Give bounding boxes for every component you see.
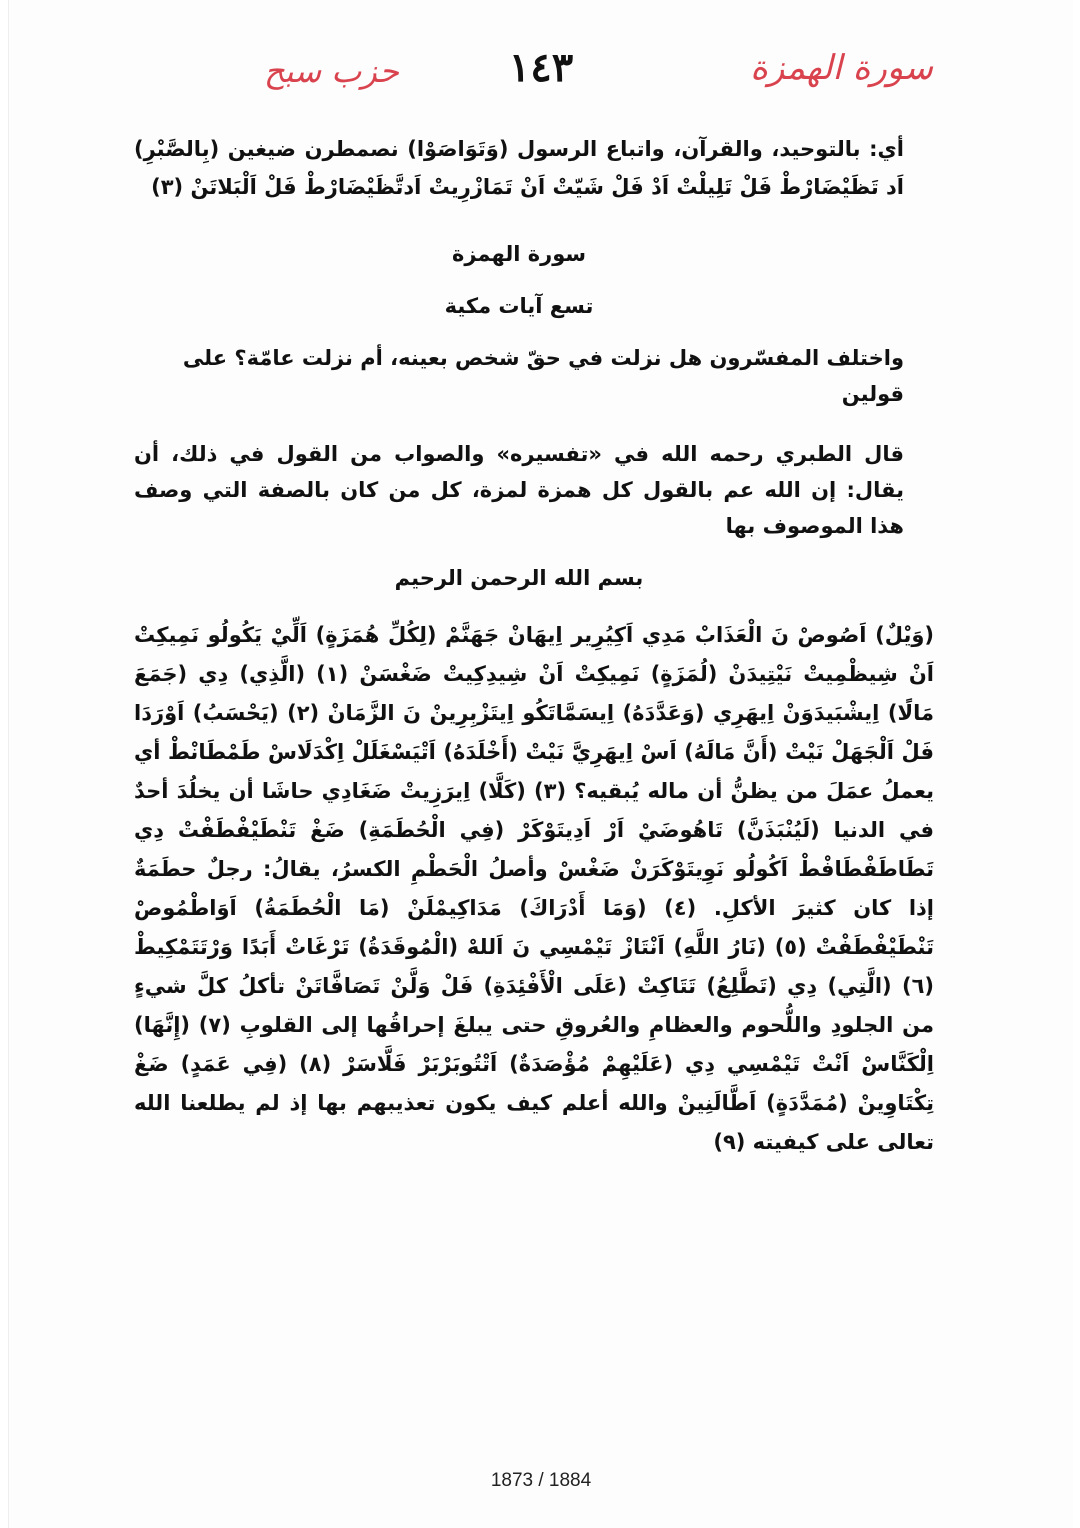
handwritten-surah-note: سورة الهمزة [750, 48, 933, 88]
page-indicator: 1873 / 1884 [490, 1470, 592, 1491]
tabari-paragraph: قال الطبري رحمه الله في «تفسيره» والصواب من القول في ذلك، أن يقال: إن الله عم بالقول كل همزة لمزة، كل من كان بالصفة التي وصف هذا الموصوف بها [134, 442, 904, 538]
page-header [9, 40, 1073, 100]
basmala: بسم الله الرحمن الرحيم [394, 566, 644, 590]
surah-title: سورة الهمزة [451, 242, 587, 266]
difference-paragraph: واختلف المفسّرون هل نزلت في حقّ شخص بعينه، أم نزلت عامّة؟ على قولين [182, 346, 904, 406]
page-number: ١٤٣ [508, 44, 574, 91]
handwritten-hizb-note: حزب سبح [264, 52, 399, 90]
book-page [8, 0, 1073, 1528]
verse-count: تسع آيات مكية [444, 294, 594, 318]
quran-paragraph: (وَيْلٌ) اَصُوصْ نَ الْعَذَابْ مَدِي اَكِيُرِير اِيهَانْ جَهَنَّمْ (لِكُلِّ هُمَزَةٍ) اَلِّيْ يَكُولُو نَمِيكِتْ اَنْ شِيظْمِيتْ نَيْتِيدَنْ (لُمَزَةٍ) نَمِيكِتْ اَنْ شِيدِكِيتْ ضَغْسَنْ (١) (الَّذِي) دِي (جَمَعَ مَالًا) اِيشْبَيدَوَنْ اِيهَرِي (وَعَدَّدَهُ) اِيسَمَّاتَكُو اِيتَزْبِرِينْ نَ الزَّمَانْ (٢) (يَحْسَبُ) اَوْرَدَا فَلْ اَلْجَهَلْ نَيْتْ (أَنَّ مَالَهُ) اَسْ اِيهَرِيَّ نَيْتْ (أَخْلَدَهُ) اَتْيَسْغَلَلْ اِكْدَلَاسْ طَمْطَانْطْ أي يعملُ عمَلَ من يظنُّ أن ماله يُبقيه؟ (٣) (كَلَّا) اِيرَزِيتْ ضَغَادِي حاشَا أن يخلُدَ أحدٌ في الدنيا (لَيُنْبَذَنَّ) تَاهُوضَيْ اَرْ اَدِيتَوْكَرْ (فِي الْحُطَمَةِ) ضَغْ تَنْطَيْفْطَفْتْ دِي تَطَاطَفْطَافْطْ اَكُولُو نَوِيتَوْكَرَنْ ضَغْسْ وأصلُ الْحَطْمِ الكسرُ، يقالُ: رجلٌ حطَمَةٌ إذا كان كثيرَ الأكلِ. (٤) (وَمَا أَدْرَاكَ) مَدَاكِيمْلَنْ (مَا الْحُطَمَةُ) اَوَاطْمُوصْ تَنْطَيْفْطَفْتْ (٥) (نَارُ اللَّهِ) اَنْتَازْ تَيْمْسِي نَ اَللهْ (الْمُوقَدَةُ) تَرْغَاتْ أَبَدًا وَرْتَتَمْكِيطْ (٦) (الَّتِي) دِي (تَطَّلِعُ) تَتَاكِتْ (عَلَى الْأَفْئِدَةِ) فَلْ وَلَّنْ تَصَافَّاتَنْ تأكلُ كلَّ شيءٍ من الجلودِ واللُّحوم والعظامِ والعُروقِ حتى يبلغَ إحراقُها إلى القلوبِ (٧) (إِنَّهَا) اِلْكَنَّاسْ اَنْتْ تَيْمْسِي دِي (عَلَيْهِمْ مُؤْصَدَةٌ) اَتْتُوبَرْبَرْ فَلَّاسَرْ (٨) (فِي عَمَدٍ) ضَغْ تِكْتَاوِينْ (مُمَدَّدَةٍ) اَطَّالَنِينْ والله أعلم كيف يكون تعذيبهم بها إذ لم يطلعنا الله تعالى على كيفيته (٩) [134, 623, 935, 1154]
top-paragraph: أي: بالتوحيد، والقرآن، واتباع الرسول (وَتَوَاصَوْا) نصمطرن ضيغين (بِالصَّبْرِ) اَد تَظَيْضَارْطْ فَلْ تَلِيلْتْ اَدْ فَلْ شَيّتْ اَنْ تَمَازْرِيتْ اَدتَّظَيْضَارْطْ فَلْ اَلْبَلاتَنْ (٣) [134, 137, 904, 199]
page-content [134, 130, 935, 1162]
